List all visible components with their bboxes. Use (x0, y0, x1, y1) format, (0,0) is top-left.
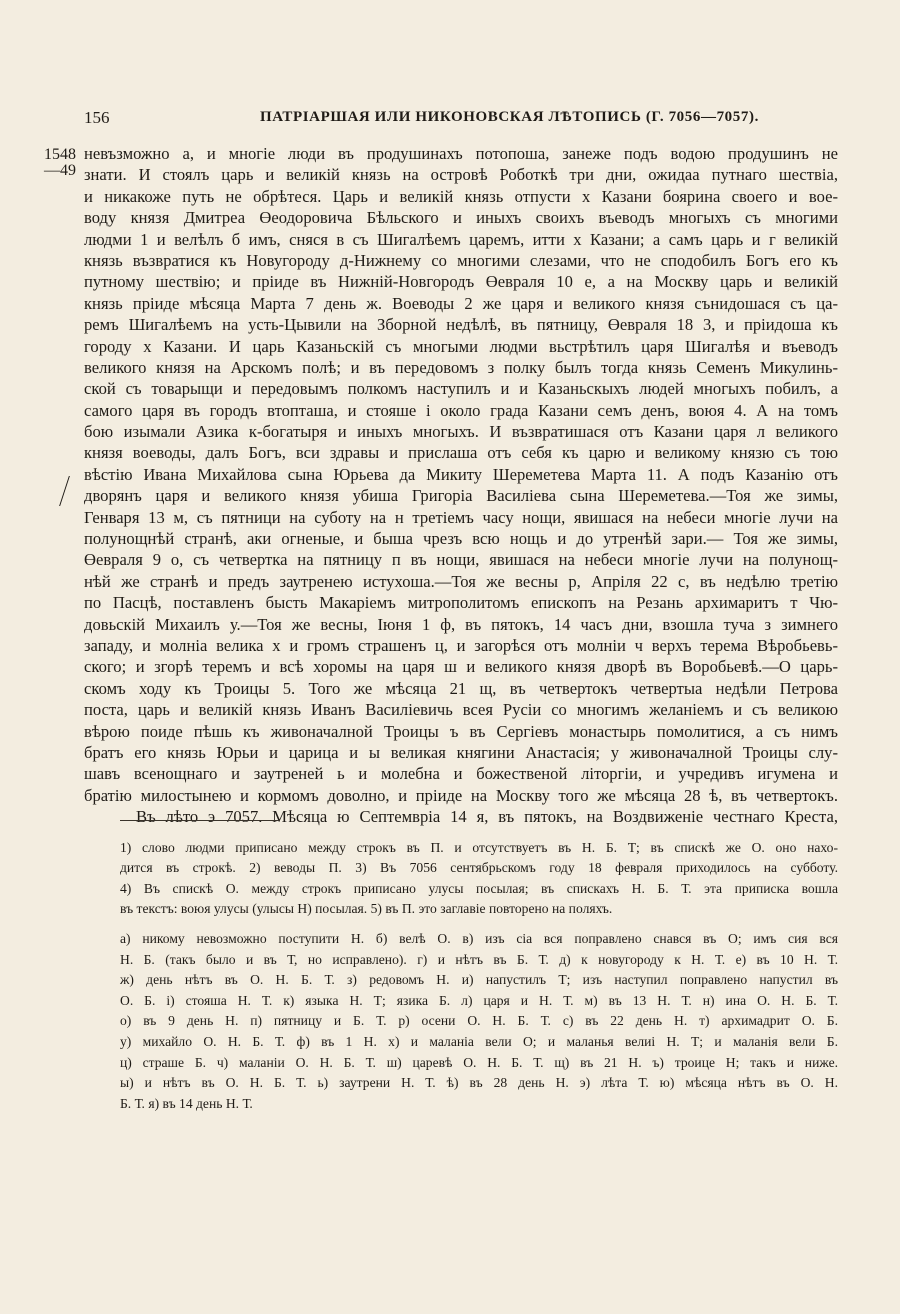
text-line: Өевраля 9 о, съ четвертка на пятницу п въ нощи, явишася на небеси многіе лучи на полунощ- (84, 550, 838, 570)
footnote-line: 1) слово людми приписано между строкъ въ П. и отсутствуетъ въ Н. Б. Т; въ спискѣ же О. оно нахо- (120, 840, 838, 855)
variant-line: ж) день нѣтъ въ О. Н. Б. Т. з) редовомъ Н. и) напустилъ Т; изъ наступил поправлено напустил въ (120, 972, 838, 988)
text-line: ского; и згорѣ теремъ и всѣ хоромы на царя ш и великого князя дворѣ въ Воробьевѣ.—О царь- (84, 657, 838, 677)
text-line: самого царя въ городъ втопташа, и стояше і около града Казани семъ денъ, воюя 4. А на томъ (84, 400, 838, 420)
text-line: бою изымали Азика к-богатыря и иныхъ многыхъ. И възвратишася отъ Казани царя л великого (84, 422, 838, 442)
text-line: ской съ товарыщи и передовымъ полкомъ наступилъ и и Казаньскыхъ людей многыхъ побилъ, а (84, 379, 838, 399)
running-title: ПАТРІАРШАЯ ИЛИ НИКОНОВСКАЯ ЛѢТОПИСЬ (Г. 7056—7057). (260, 109, 759, 125)
variant-line: о) въ 9 день Н. п) пятницу и Б. Т. р) осени О. Н. Б. Т. с) въ 22 день Н. т) архимадрит О. Б. (120, 1013, 838, 1029)
footnote-line: дится въ строкѣ. 2) веводы П. 3) Въ 7056 сентябрьскомъ году 18 февраля приходилось на субботу. (120, 860, 838, 876)
text-line: путному шествію; и пріиде въ Нижній-Новгородъ Өевраля 10 е, а на Москву царь и великій (84, 272, 838, 292)
text-line: князь възвратися къ Новугороду д-Нижнему со многими слезами, что не сподобилъ Богъ его къ (84, 250, 838, 270)
text-line: Генваря 13 м, съ пятници на суботу на н третіемъ часу нощи, явишася на небеси многіе лучи на (84, 507, 838, 527)
variant-line: О. Б. і) стояша Н. Т. к) языка Н. Т; язика Б. л) царя и Н. Т. м) въ 13 Н. Т. н) ина О. Н. Б. Т. (120, 992, 838, 1008)
text-line: людми 1 и велѣлъ б имъ, сняся в съ Шигалѣемъ царемъ, итти х Казани; а самъ царь и г великій (84, 229, 838, 249)
variant-line: а) никому невозможно поступити Н. б) велѣ О. в) изъ сіа вся поправлено снався въ О; имъ сия вся (120, 931, 838, 946)
year-top: 1548 (44, 146, 76, 163)
text-line: полунощнѣй странѣ, аки огненые, и быша чрезъ всю нощь и до утренѣй зари.— Тоя же зимы, (84, 529, 838, 549)
text-line: Въ лѣто э 7057. Мѣсяца ю Септемвріа 14 я, въ пятокъ, на Воздвиженіе честнаго Креста, (136, 807, 838, 827)
page-header (84, 108, 844, 132)
text-line: невъзможно а, и многіе люди въ продушинахъ потопоша, занеже подъ водою продушинъ не (84, 144, 838, 163)
text-line: братію милостынею и кормомъ доволно, и пріиде на Москву того же мѣсяца 28 ѣ, въ четвертокъ. (84, 785, 838, 805)
numbered-footnotes (120, 838, 838, 920)
text-line: шавъ всенощнаго и заутреней ь и молебна и божественой літоргіи, и учредивъ игумена и (84, 764, 838, 784)
text-line: дворянъ царя и великого князя убиша Григоріа Василіева сына Шереметева.—Тоя же зимы, (84, 486, 838, 506)
year-bottom: —49 (44, 162, 76, 179)
text-line: по Пасцѣ, поставленъ бысть Макаріемъ митрополитомъ епископъ на Резань архимаритъ т Чю- (84, 593, 838, 613)
text-line: князь пріиде мѣсяца Марта 7 день ж. Воеводы 2 же царя и великого князя сънидошася съ ца- (84, 293, 838, 313)
text-line: братъ его князь Юрьи и царица и ы великая княгини Анастасія; у живоначалной Троицы слу- (84, 742, 838, 762)
text-line: и никакоже путь не обрѣтеся. Царь и великій князь отпусти х Казани боярина своего и вое- (84, 186, 838, 206)
text-line: довьскій Михаилъ у.—Тоя же весны, Іюня 1 ф, въ пятокъ, 14 часъ дни, взошла туча з зимнего (84, 614, 838, 634)
footnote-line: въ текстъ: воюя улусы (улысы Н) посылая. 5) въ П. это заглавіе повторено на поляхъ. (120, 901, 613, 917)
text-line: скомъ ходу къ Троицы 5. Того же мѣсяца 21 щ, въ четвертокъ четвертыа недѣли Петрова (84, 678, 838, 698)
text-line: воду князя Дмитреа Өеодоровича Бѣльского и иныхъ своихъ въеводъ многыхъ съ многими (84, 208, 838, 228)
variant-line: ы) и нѣтъ въ О. Н. Б. Т. ь) заутрени Н. Т. ѣ) въ 28 день Н. э) лѣта Т. ю) мѣсяца нѣтъ въ О. Н. (120, 1075, 838, 1091)
text-line: нѣй же странѣ и предъ заутренею истухоша.—Тоя же весны р, Апріля 22 с, въ недѣлю третію (84, 571, 838, 591)
margin-mark (59, 476, 76, 506)
footnote-line: 4) Въ спискѣ О. между строкъ приписано улусы посылая; въ спискахъ Н. Б. Т. эта приписка вошла (120, 880, 838, 896)
variant-line: Б. Т. я) въ 14 день Н. Т. (120, 1095, 253, 1111)
chronicle-text (84, 143, 838, 828)
text-line: великого князя на Арскомъ полѣ; и въ передовомъ з полку былъ тогда князь Семенъ Микулинь- (84, 357, 838, 377)
text-line: вѣрою поиде пѣшь къ живоначалной Троицы ъ въ Сергіевъ монастырь помолитися, а съ нимъ (84, 721, 838, 741)
text-line: знати. И стоялъ царь и великій князь на островѣ Роботкѣ три дни, ожидаа путнаго шествіа, (84, 165, 838, 185)
text-line: вѣстію Ивана Михайлова сына Юрьева да Микиту Шереметева Марта 11. А подъ Казанію отъ (84, 464, 838, 484)
text-line: городу х Казани. И царь Казаньскій съ многыми людми вьстрѣтилъ царя Шигалѣя и въеводъ (84, 336, 838, 356)
footnote-divider (120, 820, 280, 821)
page-number: 156 (84, 108, 110, 127)
lettered-variants (120, 929, 838, 1114)
year-margin-note (44, 147, 84, 179)
text-line: князя воеводы, далъ Богъ, вси здравы и прислаша отъ себя къ царю и великому князю съ тою (84, 443, 838, 463)
text-line: западу, и молніа велика х и громъ страшенъ ц, и загорѣся отъ молніи ч верхъ терема Вѣробьевь- (84, 635, 838, 655)
variant-line: Н. Б. (такъ было и въ Т, но исправлено). г) и нѣтъ въ Б. Т. д) к новугороду к Н. Т. е) въ 10 Н. Т. (120, 951, 838, 967)
variant-line: у) михайло О. Н. Б. Т. ф) въ 1 Н. х) и маланіа вели О; и маланья велиі Н. Т; и маланія вели Б. (120, 1033, 838, 1049)
text-line: поста, царь и великій князь Иванъ Василіевичь всея Русіи со многимъ желаніемъ и съ великою (84, 700, 838, 720)
variant-line: ц) страше Б. ч) маланіи О. Н. Б. Т. ш) царевѣ О. Н. Б. Т. щ) въ 21 Н. ъ) троице Н; такъ и ниже. (120, 1054, 838, 1070)
text-line: ремъ Шигалѣемъ на усть-Цывили на Зборной недѣлѣ, въ пятницу, Өевраля 18 3, и пріидоша къ (84, 315, 838, 335)
